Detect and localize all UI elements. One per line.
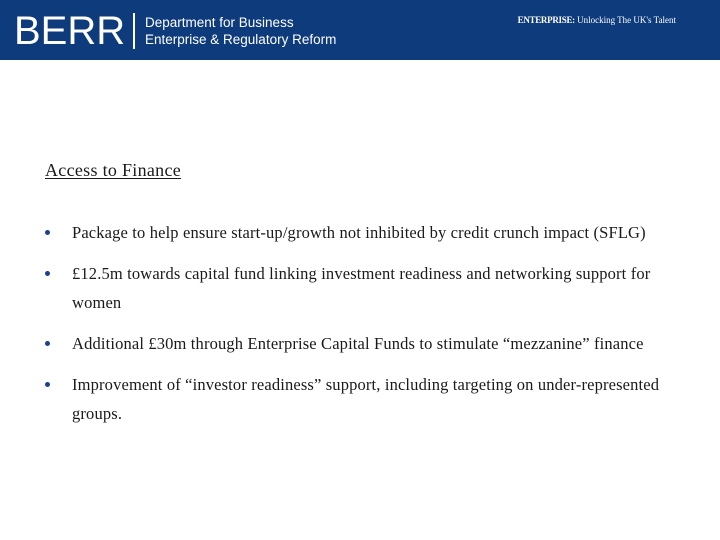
bullet-text: £12.5m towards capital fund linking investment readiness and networking support for women xyxy=(72,264,651,312)
bullet-item xyxy=(45,259,685,317)
department-name-line1: Department for Business xyxy=(145,15,294,30)
header-bar xyxy=(0,0,720,60)
bullet-text: Additional £30m through Enterprise Capital Funds to stimulate “mezzanine” finance xyxy=(72,334,644,353)
bullet-dot-icon xyxy=(45,341,50,346)
bullet-text: Package to help ensure start-up/growth not inhibited by credit crunch impact (SFLG) xyxy=(72,223,646,242)
header-tagline xyxy=(518,14,676,26)
tagline-strong: ENTERPRISE: xyxy=(517,15,575,25)
bullet-list xyxy=(45,218,685,440)
bullet-item xyxy=(45,370,685,428)
department-name xyxy=(145,14,336,48)
department-name-line2: Enterprise & Regulatory Reform xyxy=(145,32,337,47)
slide-heading: Access to Finance xyxy=(45,160,182,180)
bullet-dot-icon xyxy=(45,382,50,387)
bullet-text: Improvement of “investor readiness” support, including targeting on under-represented groups. xyxy=(72,375,660,423)
logo-divider xyxy=(133,13,135,49)
berr-logo: BERR xyxy=(14,9,126,53)
bullet-item xyxy=(45,329,685,358)
bullet-dot-icon xyxy=(45,271,50,276)
bullet-item xyxy=(45,218,685,247)
tagline-rest: Unlocking The UK's Talent xyxy=(574,15,676,25)
bullet-dot-icon xyxy=(45,230,50,235)
